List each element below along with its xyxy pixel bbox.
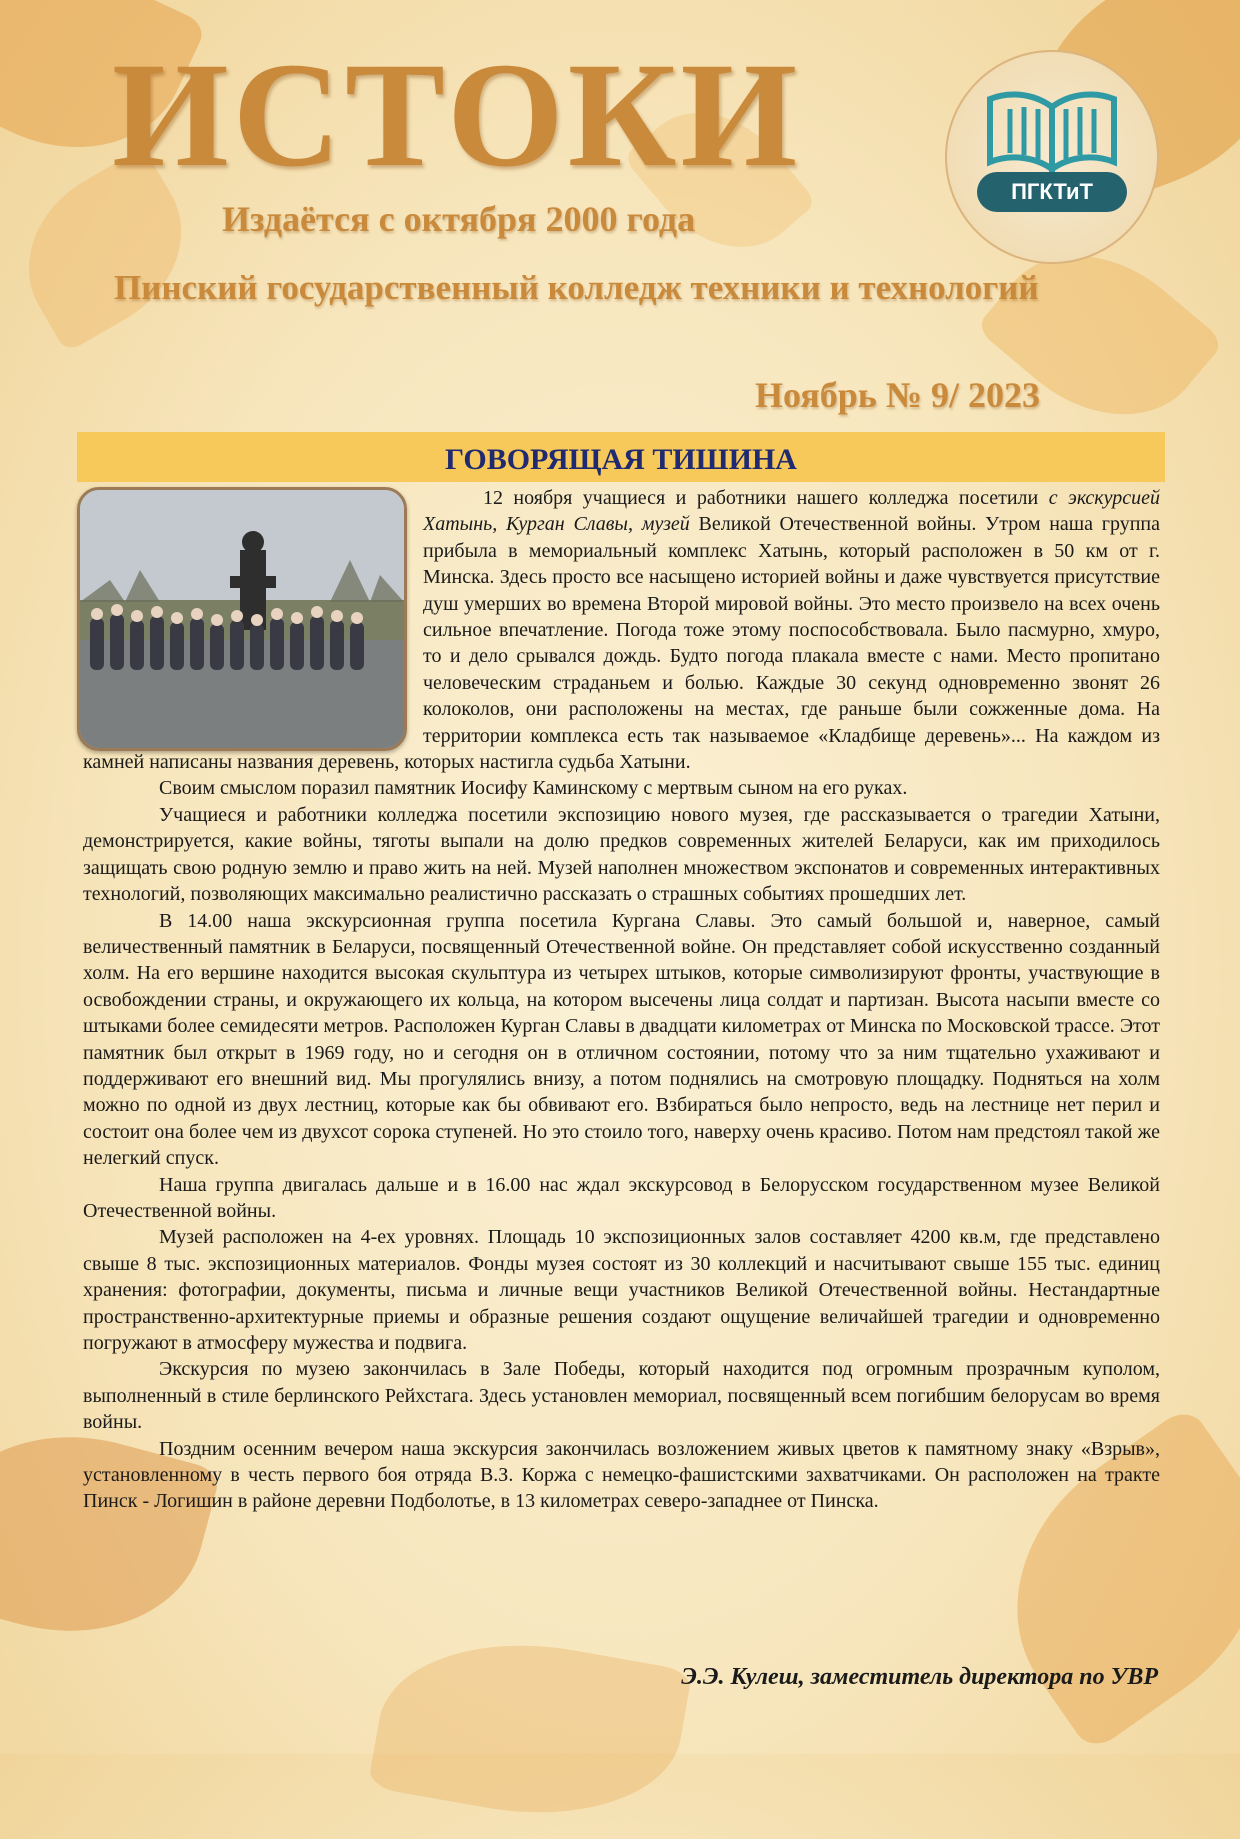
college-name: Пинский государственный колледж техники и технологий	[114, 268, 1039, 307]
article-author-signature: Э.Э. Кулеш, заместитель директора по УВР	[681, 1664, 1158, 1690]
article-paragraph: Учащиеся и работники колледжа посетили экспозицию нового музея, где рассказывается о трагедии Хатыни, демонстрируется, какие войны, тяготы выпали на долю предков современных жителей Беларуси, как им приходилось защищать свою родную землю и право жить на ней. Музей наполнен множеством экспонатов и современных интерактивных технологий, позволяющих максимально реалистично рассказать о страшных событиях прошедших лет.	[83, 803, 1160, 906]
paragraph-text: Великой Отечественной войны. Утром наша группа прибыла в мемориальный комплекс Хатынь, который расположен в 50 км от г. Минска. Здесь просто все насыщено историей войны и даже чувствуется присутствие душ умерших во времена Второй мировой войны. Это место произвело на всех очень сильное впечатление. Погода тоже этому поспособствовала. Было пасмурно, хмуро, то и дело срывался дождь. Будто погода плакала вместе с нами. Место пропитано человеческим страданьем и болью. Каждые 30 секунд одновременно звонят 26 колоколов, они расположены на местах, где раньше были сожженные дома. На территории комплекса есть так называемое «Кладбище деревень»... На каждом из камней написаны названия деревень, которых настигла судьба Хатыни.	[83, 513, 1161, 774]
logo-badge: ПГКТиТ	[977, 172, 1127, 212]
paragraph-text: 12 ноября учащиеся и работники нашего колледжа посетили	[483, 487, 1049, 509]
autumn-leaf-decoration	[368, 1619, 693, 1839]
article-paragraph: Наша группа двигалась дальше и в 16.00 нас ждал экскурсовод в Белорусском государственном музее Великой Отечественной войны.	[83, 1173, 1160, 1222]
issue-number: Ноябрь № 9/ 2023	[754, 375, 1040, 415]
article-headline: ГОВОРЯЩАЯ ТИШИНА	[445, 443, 797, 476]
article-paragraph: Музей расположен на 4-ех уровнях. Площадь 10 экспозиционных залов составляет 4200 кв.м, где представлено свыше 8 тыс. экспозиционных материалов. Фонды музея состоят из 30 коллекций и насчитывают свыше 155 тыс. единиц хранения: фотографии, документы, письма и личные вещи участников Великой Отечественной войны. Нестандартные пространственно-архитектурные приемы и образные решения создают ощущение величайшей трагедии и одновременно погружают в атмосферу мужества и подвига.	[83, 1226, 1160, 1354]
publication-since: Издаётся с октября 2000 года	[222, 199, 696, 239]
article-title-band	[77, 432, 1165, 482]
college-logo	[945, 50, 1159, 264]
book-icon	[972, 77, 1132, 177]
article-paragraph: Экскурсия по музею закончилась в Зале Победы, который находится под огромным прозрачным куполом, выполненный в стиле берлинского Рейхстага. Здесь установлен мемориал, посвященный всем погибшим белорусам во время войны.	[83, 1358, 1160, 1434]
article-paragraph: Своим смыслом поразил памятник Иосифу Каминскому с мертвым сыном на его руках.	[159, 777, 908, 800]
paragraph-italic-text: с экскурсией Хатынь, Курган Славы, музей	[423, 487, 1161, 536]
article-body	[83, 485, 1160, 1515]
article-paragraph: В 14.00 наша экскурсионная группа посетила Кургана Славы. Это самый большой и, наверное, самый величественный памятник в Беларуси, посвященный Отечественной войне. Он представляет собой искусственно созданный холм. На его вершине находится высокая скульптура из четырех штыков, которые символизируют фронты, участвующие в освобождении страны, и окружающего их кольца, на котором высечены лица солдат и партизан. Высота насыпи вместе со штыками более семидесяти метров. Расположен Курган Славы в двадцати километрах от Минска по Московской трассе. Этот памятник был открыт в 1969 году, но и сегодня он в отличном состоянии, потому что за ним тщательно ухаживают и поддерживают его внешний вид. Мы прогулялись внизу, а потом поднялись на смотровую площадку. Подняться на холм можно по одной из двух лестниц, которые как бы обвивают его. Взбираться было непросто, ведь на лестнице нет перил и состоит она более чем из двухсот сорока ступеней. Но это стоило того, наверху очень красиво. Потом нам предстоял такой же нелегкий спуск.	[83, 909, 1160, 1170]
newspaper-masthead: ИСТОКИ	[112, 32, 802, 198]
article-paragraph: Поздним осенним вечером наша экскурсия закончилась возложением живых цветов к памятному знаку «Взрыв», установленному в честь первого боя отряда В.З. Коржа с немецко-фашистскими захватчиками. Он расположен на тракте Пинск - Логишин в районе деревни Подболотье, в 13 километрах северо-западнее от Пинска.	[83, 1437, 1160, 1513]
photo-spacer	[83, 485, 423, 749]
